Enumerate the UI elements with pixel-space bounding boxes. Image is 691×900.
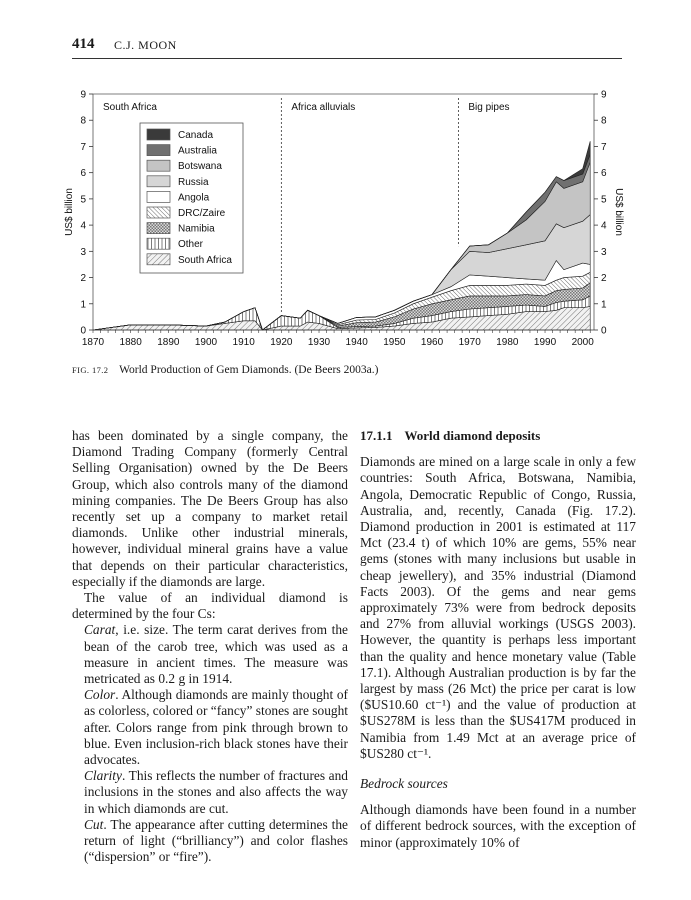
svg-text:3: 3 (601, 246, 607, 258)
svg-text:1870: 1870 (81, 337, 105, 348)
left-column (72, 428, 348, 865)
svg-text:Australia: Australia (178, 145, 217, 157)
list-item-color: Color. Although diamonds are mainly thought of as colorless, colored or “fancy” stones are sought after. Colors range from pink through brown to blue. Even inclusion-rich black stones have their advocates. (84, 687, 349, 768)
svg-text:7: 7 (601, 141, 607, 153)
section-number: 17.1.1 (360, 428, 393, 443)
svg-text:1940: 1940 (345, 337, 368, 348)
svg-text:South Africa: South Africa (178, 254, 232, 266)
svg-text:0: 0 (80, 325, 86, 337)
page-number: 414 (72, 36, 95, 52)
svg-text:2: 2 (80, 273, 86, 285)
svg-text:6: 6 (601, 168, 607, 180)
svg-text:Botswana: Botswana (178, 161, 222, 173)
svg-text:5: 5 (601, 194, 607, 206)
list-item-carat: Carat, i.e. size. The term carat derives from the bean of the carob tree, which was used as a measure in ancient times. The measure was metricated as 0.2 g in 1914. (84, 622, 348, 687)
running-head: C.J. MOON (114, 38, 177, 52)
svg-text:1950: 1950 (383, 337, 406, 348)
svg-text:1930: 1930 (307, 337, 331, 348)
svg-text:Africa alluvials: Africa alluvials (291, 102, 356, 113)
svg-text:7: 7 (80, 141, 86, 153)
svg-text:1980: 1980 (496, 337, 519, 348)
svg-text:5: 5 (80, 194, 86, 206)
svg-text:1960: 1960 (420, 337, 444, 348)
svg-text:Other: Other (178, 239, 204, 251)
svg-text:2000: 2000 (571, 337, 594, 348)
list-item-cut: Cut. The appearance after cutting determines the return of light (“brilliancy”) and color flashes (“dispersion” or “fire”). (84, 816, 348, 865)
svg-text:1880: 1880 (119, 337, 142, 348)
svg-text:1: 1 (80, 299, 86, 311)
svg-text:4: 4 (80, 220, 86, 232)
paragraph: The value of an individual diamond is determined by the four Cs: (72, 590, 348, 622)
svg-text:1970: 1970 (458, 337, 481, 348)
term: Cut (84, 816, 104, 832)
term: Color (84, 687, 116, 703)
figure-17-2 (60, 85, 640, 355)
term: Carat (84, 622, 116, 638)
figure-caption-text: World Production of Gem Diamonds. (De Beers 2003a.) (119, 364, 379, 376)
stacked-area-chart (60, 85, 640, 355)
svg-text:2: 2 (601, 273, 607, 285)
paragraph: Diamonds are mined on a large scale in only a few countries: South Africa, Botswana, Namibia, Angola, Democratic Republic of Congo, Russia, Australia, and, recently, Canada (Fig. 17.2). Diamond production in 2001 is estimated at 117 Mct (23.4 t) of which 10% are gems, 55% near gems (stones with many inclusions but usable in cheap jewellery), and 35% industrial (Diamond Facts 2003). Of the gems and near gems approximately 73% were from bedrock deposits and 27% from alluvial workings (USGS 2003). However, the quantity is perhaps less important than the quality and hence monetary value (Table 17.1). Although Australian production is by far the largest by mass (26 Mct) the price per carat is low ($US10.60 ct⁻¹) and the value of production at $US278M is less than the $US417M produced in Namibia from 1.49 Mct at an average price of $US280 ct⁻¹. (360, 454, 636, 761)
svg-text:DRC/Zaire: DRC/Zaire (178, 208, 226, 219)
svg-text:1900: 1900 (194, 337, 218, 348)
svg-text:Angola: Angola (178, 192, 210, 204)
svg-text:1990: 1990 (533, 337, 557, 348)
svg-text:9: 9 (601, 89, 607, 101)
list-item-clarity: Clarity. This reflects the number of fractures and inclusions in the stones and also affects the way in which diamonds are cut. (84, 768, 348, 816)
svg-text:Big pipes: Big pipes (468, 102, 510, 113)
paragraph: has been dominated by a single company, the Diamond Trading Company (formerly Central Selling Organisation) owned by the De Beers Group, which also controls many of the diamond mining companies. The De Beers Group has also recently set up a company to market retail diamonds. Unlike other industrial minerals, however, individual mineral grains have a value that depends on their particular characteristics, especially if the diamonds are large. (72, 428, 348, 589)
paragraph: Although diamonds have been found in a number of different bedrock sources, with the exception of minor (approximately 10% of (360, 802, 636, 850)
svg-text:US$ billion: US$ billion (613, 188, 624, 236)
svg-text:Russia: Russia (178, 176, 209, 188)
chart-legend (140, 123, 243, 273)
term: Clarity (84, 768, 122, 784)
svg-text:1: 1 (601, 299, 607, 311)
right-column (360, 428, 636, 851)
page-header (72, 36, 622, 59)
svg-text:8: 8 (601, 115, 607, 127)
svg-text:1910: 1910 (232, 337, 255, 348)
figure-label: FIG. 17.2 (72, 365, 109, 375)
svg-text:3: 3 (80, 246, 86, 258)
svg-text:1890: 1890 (157, 337, 180, 348)
svg-text:4: 4 (601, 220, 607, 232)
svg-text:9: 9 (80, 89, 86, 101)
svg-text:Canada: Canada (178, 130, 214, 141)
svg-text:South Africa: South Africa (103, 102, 157, 113)
svg-text:8: 8 (80, 115, 86, 127)
svg-text:US$ billion: US$ billion (64, 188, 75, 236)
svg-text:Namibia: Namibia (178, 223, 215, 235)
subheading: Bedrock sources (360, 776, 448, 792)
section-heading (360, 428, 636, 444)
figure-caption (72, 364, 378, 376)
svg-text:6: 6 (80, 168, 86, 180)
svg-text:1920: 1920 (270, 337, 293, 348)
section-title: World diamond deposits (404, 428, 541, 443)
svg-text:0: 0 (601, 325, 607, 337)
